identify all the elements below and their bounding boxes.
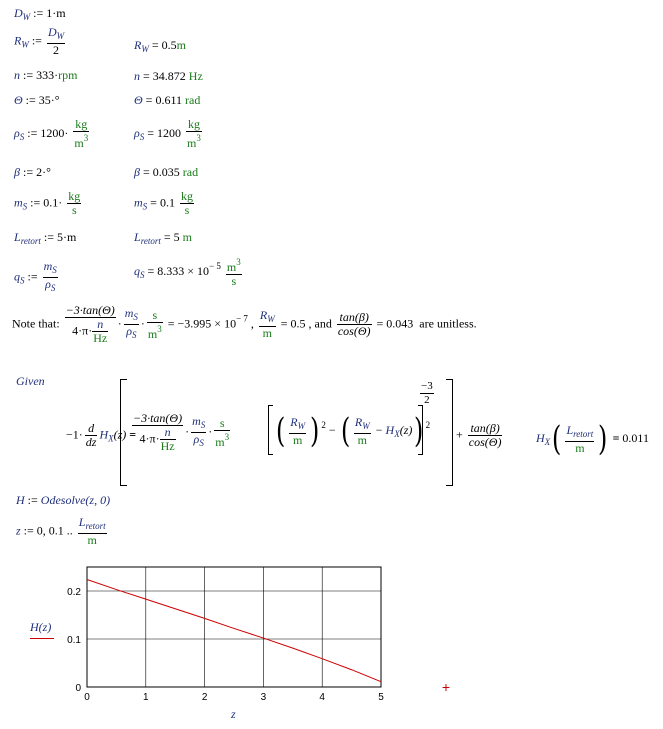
def-ms: $m_S$ := 0.1· $\frac{kg}{s}$ — [14, 189, 81, 217]
x-tick-label: 0 — [84, 692, 90, 703]
def-dw: $D_W$ := 1·m — [14, 6, 66, 22]
def-n: n := 333·rpm — [14, 68, 78, 82]
given-inner: −3·tan(Θ) 4·π· $\frac{n}{Hz}$ · $\frac{m_S}{\rho_S}$ · $\frac{s}{m^3}$ — [133, 411, 230, 453]
odesolve-line: H := Odesolve(z, 0) — [16, 493, 111, 507]
note-tan-fraction: −3·tan(Θ) 4·π· $\frac{n}{Hz}$ — [65, 303, 115, 345]
res-beta: β = 0.035 rad — [134, 165, 199, 179]
series-line-hz — [87, 579, 381, 681]
res-theta: Θ = 0.611 rad — [134, 93, 201, 107]
def-theta: Θ := 35·° — [14, 93, 60, 107]
res-n: n = 34.872 Hz — [134, 69, 203, 83]
y-tick-label: 0 — [75, 683, 81, 694]
def-lretort: $L_{retort}$ := 5·m — [14, 230, 77, 246]
plot-frame — [87, 567, 381, 687]
x-tick-label: 1 — [143, 692, 149, 703]
x-tick-label: 3 — [260, 692, 267, 703]
y-tick-label: 0.1 — [67, 635, 81, 646]
given-bracket-content: ( $\frac{R_W}{m}$ ) $^2$ − ( $\frac{R_W}{m}$ − $H_X(z)$) $^2$ — [275, 411, 431, 451]
def-beta: β := 2·° — [14, 165, 51, 179]
res-lretort: $L_{retort} = 5$ m — [134, 230, 192, 246]
given-outer-exponent: $\frac{-3}{2}$ — [421, 380, 433, 406]
note-line: Note that: −3·tan(Θ) 4·π· $\frac{n}{Hz}$ · $\frac{m_S}{\rho_S}$ · $\frac{s}{m^3}$ = $-3.995 \times 10^{- 7}$ , $\frac{R_W}{m}$ = 0.5 , and $\frac{\tan(\beta)}{\cos(\Theta)}$ = 0.043 are unitless. — [12, 303, 477, 345]
rw-fraction: $\frac{D_W}{2}$ — [47, 25, 65, 57]
res-rho: $\rho_S = 1200$ $\frac{kg}{m^3}$ — [134, 117, 201, 150]
x-tick-label: 5 — [378, 692, 384, 703]
def-rho: $\rho_S$ := 1200· $\frac{kg}{m^3}$ — [14, 117, 89, 150]
plot-xlabel: z — [231, 707, 236, 721]
plot-ylabel: H(z) — [30, 620, 52, 634]
def-qs: $q_S$ := $\frac{m_S}{\rho_S}$ — [14, 259, 57, 293]
z-range-line: z := 0, 0.1 .. $\frac{L_{retort}}{m}$ — [16, 515, 106, 547]
given-hx-eval: $H_X$( $\frac{L_{retort}}{m}$ ) = 0.011 — [536, 419, 649, 459]
res-ms: $m_S = 0.1$ $\frac{kg}{s}$ — [134, 189, 193, 217]
plot-cross-marker: + — [441, 679, 451, 695]
y-tick-label: 0.2 — [67, 587, 81, 598]
given-lhs: −1· $\frac{d}{dz}$ $H_X(z)$ = — [66, 421, 137, 449]
x-tick-label: 4 — [319, 692, 325, 703]
x-tick-label: 2 — [201, 692, 208, 703]
def-rw: $R_W$ := $\frac{D_W}{2}$ — [14, 25, 65, 57]
res-rw: $R_W = 0.5m$ — [134, 38, 186, 54]
given-tail: + $\frac{\tan(\beta)}{\cos(\Theta)}$ — [456, 421, 502, 449]
res-qs: $q_S = 8.333 \times 10^{- 5}$ $\frac{m^3}{s}$ — [134, 257, 241, 288]
given-label: Given — [16, 374, 45, 388]
